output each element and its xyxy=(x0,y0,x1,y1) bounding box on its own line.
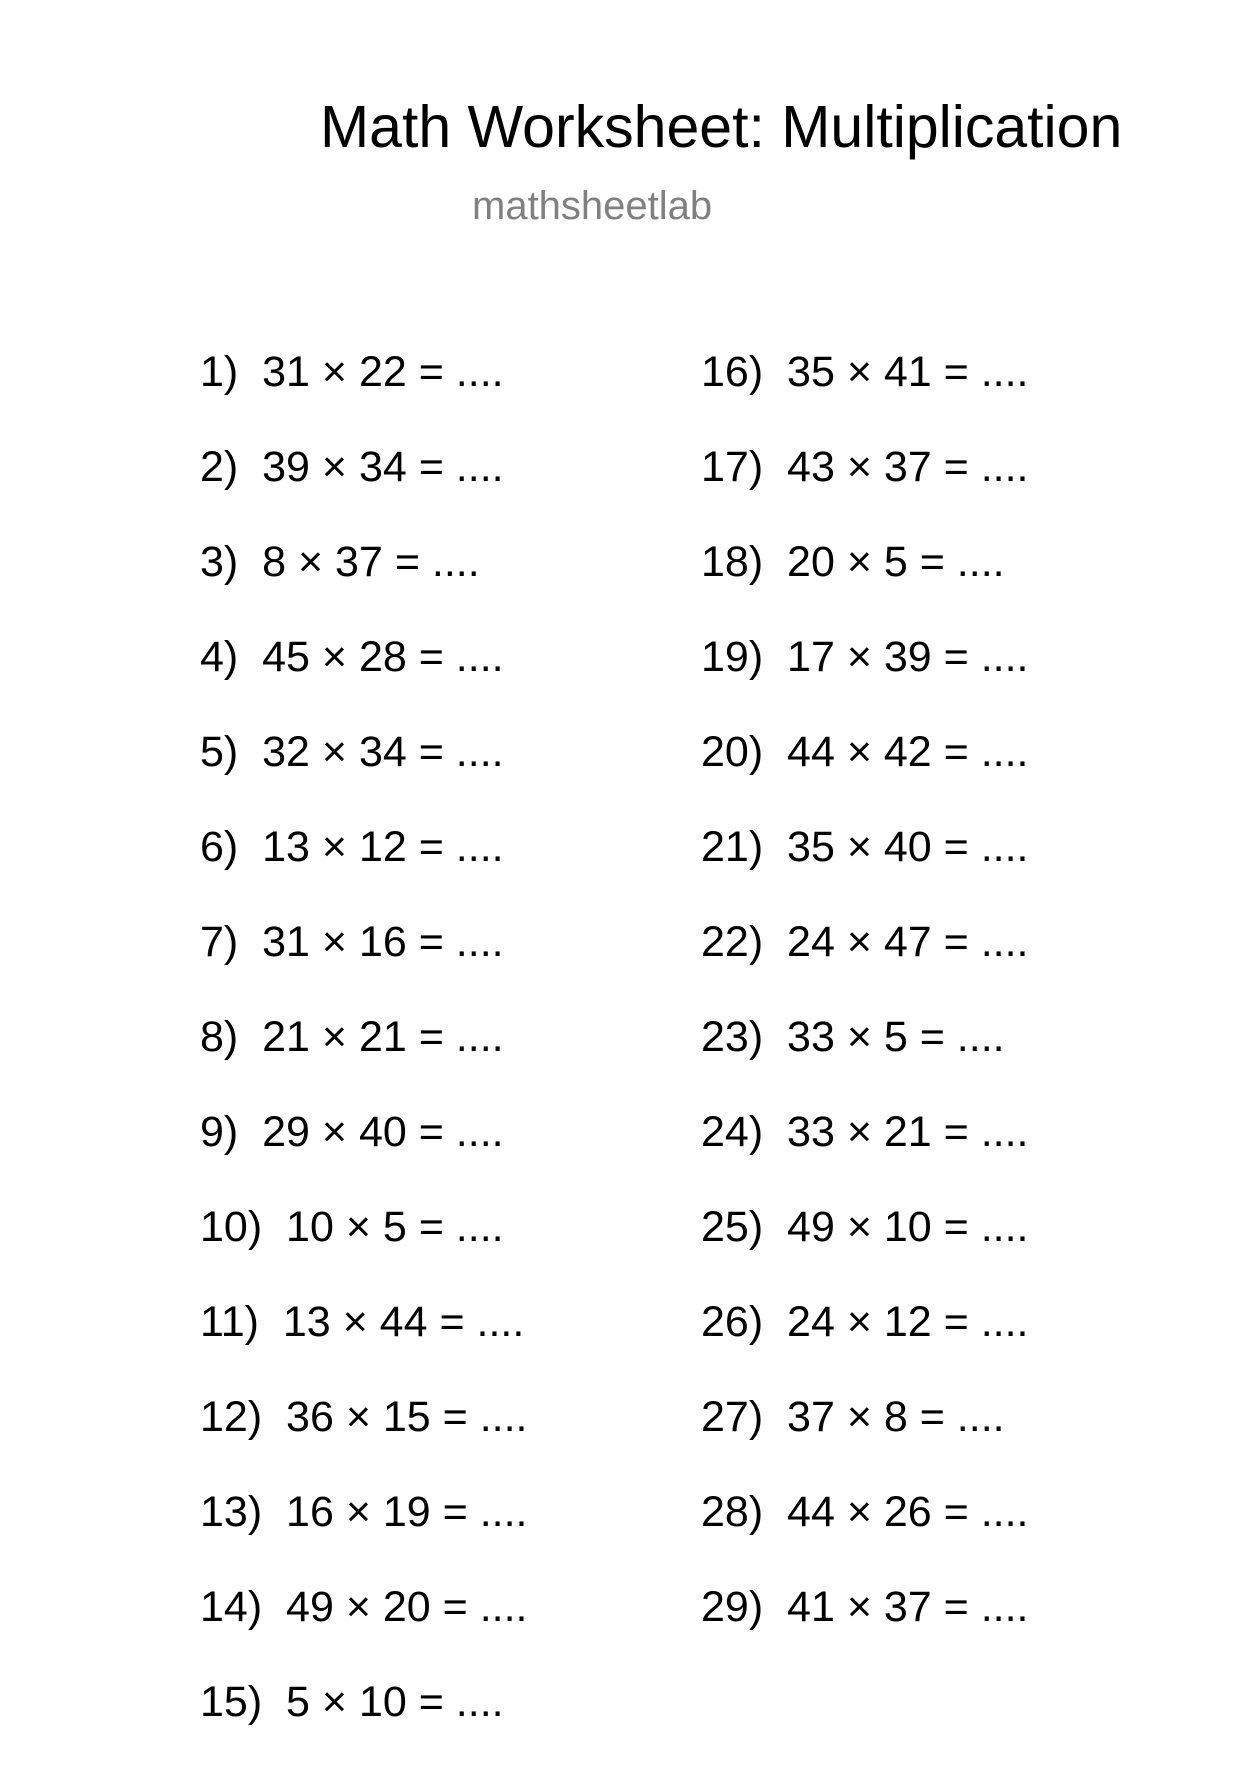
problem-3: 3) 8 × 37 = .... xyxy=(200,538,480,586)
problem-25: 25) 49 × 10 = .... xyxy=(701,1203,1029,1251)
problem-16: 16) 35 × 41 = .... xyxy=(701,348,1029,396)
problems-column-right xyxy=(701,348,1029,1681)
problem-21: 21) 35 × 40 = .... xyxy=(701,823,1029,871)
problem-4: 4) 45 × 28 = .... xyxy=(200,633,504,681)
worksheet-title: Math Worksheet: Multiplication xyxy=(320,94,1123,160)
problem-8: 8) 21 × 21 = .... xyxy=(200,1013,504,1061)
problem-26: 26) 24 × 12 = .... xyxy=(701,1298,1029,1346)
problem-11: 11) 13 × 44 = .... xyxy=(200,1298,525,1346)
problem-6: 6) 13 × 12 = .... xyxy=(200,823,504,871)
problem-7: 7) 31 × 16 = .... xyxy=(200,918,504,966)
problem-5: 5) 32 × 34 = .... xyxy=(200,728,504,776)
problem-29: 29) 41 × 37 = .... xyxy=(701,1583,1029,1631)
problem-2: 2) 39 × 34 = .... xyxy=(200,443,504,491)
problem-12: 12) 36 × 15 = .... xyxy=(200,1393,528,1441)
problems-column-left xyxy=(200,348,528,1776)
problem-19: 19) 17 × 39 = .... xyxy=(701,633,1029,681)
problem-15: 15) 5 × 10 = .... xyxy=(200,1678,504,1726)
problem-18: 18) 20 × 5 = .... xyxy=(701,538,1005,586)
problem-23: 23) 33 × 5 = .... xyxy=(701,1013,1005,1061)
problem-17: 17) 43 × 37 = .... xyxy=(701,443,1029,491)
problem-13: 13) 16 × 19 = .... xyxy=(200,1488,528,1536)
problem-27: 27) 37 × 8 = .... xyxy=(701,1393,1005,1441)
problem-22: 22) 24 × 47 = .... xyxy=(701,918,1029,966)
worksheet-subtitle: mathsheetlab xyxy=(472,184,713,228)
problem-10: 10) 10 × 5 = .... xyxy=(200,1203,504,1251)
problem-24: 24) 33 × 21 = .... xyxy=(701,1108,1029,1156)
problem-14: 14) 49 × 20 = .... xyxy=(200,1583,528,1631)
problem-20: 20) 44 × 42 = .... xyxy=(701,728,1029,776)
problem-1: 1) 31 × 22 = .... xyxy=(200,348,504,396)
problem-28: 28) 44 × 26 = .... xyxy=(701,1488,1029,1536)
problem-9: 9) 29 × 40 = .... xyxy=(200,1108,504,1156)
